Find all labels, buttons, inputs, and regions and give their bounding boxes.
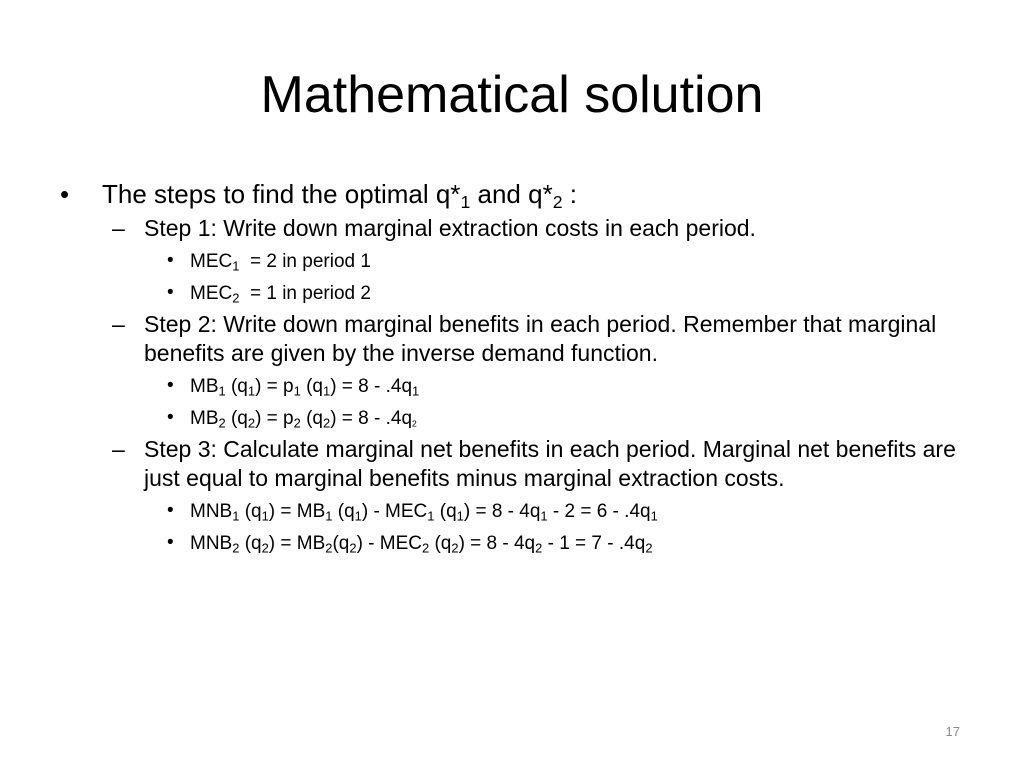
- bullet-dot-icon: •: [60, 179, 70, 209]
- bullet-dot-icon: •: [167, 407, 174, 428]
- dash-bullet-icon: –: [112, 436, 125, 462]
- slide-title: Mathematical solution: [260, 66, 764, 124]
- step2-item: [112, 310, 988, 368]
- mec1-text: $MEC_1 = 2$ in period 1: [190, 251, 371, 274]
- step1-item: [112, 214, 988, 243]
- mec1-item: [167, 250, 988, 274]
- bullet-dot-icon: •: [167, 250, 174, 271]
- step1-text: Step 1: Write down marginal extraction costs in each period.: [144, 215, 756, 241]
- intro-text: The steps to find the optimal $q*_1$ and $q*_2$ :: [102, 179, 577, 212]
- step3-text: Step 3: Calculate marginal net benefits in each period. Marginal net benefits are just equal to marginal benefits minus marginal extraction costs.: [144, 436, 956, 491]
- mnb1-item: [167, 500, 988, 524]
- bullet-dot-icon: •: [167, 375, 174, 396]
- intro-bullet: [58, 178, 988, 210]
- mb1-item: [167, 375, 988, 399]
- dash-bullet-icon: –: [112, 215, 125, 241]
- bullet-dot-icon: •: [167, 532, 174, 553]
- slide-body: [58, 178, 988, 556]
- mec2-item: [167, 282, 988, 306]
- step3-item: [112, 435, 988, 493]
- bullet-dot-icon: •: [167, 282, 174, 303]
- mec2-text: $MEC_2 = 1$ in period 2: [190, 283, 371, 306]
- page-number: 17: [945, 724, 960, 739]
- mb2-item: [167, 407, 988, 431]
- step2-text: Step 2: Write down marginal benefits in each period. Remember that marginal benefits are given by the inverse demand function.: [144, 311, 937, 366]
- mnb1-text: $MNB_1$ $(q_1) = MB_1$ $(q_1) - MEC_1$ $(q_1) = 8 - 4q_1 - 2 = 6 - .4q_1$: [190, 501, 658, 524]
- mb1-text: $MB_1$ $(q_1) = p_1$ $(q_1) = 8 - .4q_1$: [190, 376, 420, 399]
- dash-bullet-icon: –: [112, 311, 125, 337]
- mb2-text: $MB_2$ $(q_2) = p_2$ $(q_2) = 8 - .4q_2$: [190, 408, 417, 431]
- bullet-dot-icon: •: [167, 500, 174, 521]
- mnb2-item: [167, 532, 988, 556]
- mnb2-text: $MNB_2$ $(q_2) = MB_2(q_2) - MEC_2$ $(q_2) = 8 - 4q_2 - 1 = 7 - .4q_2$: [190, 533, 653, 556]
